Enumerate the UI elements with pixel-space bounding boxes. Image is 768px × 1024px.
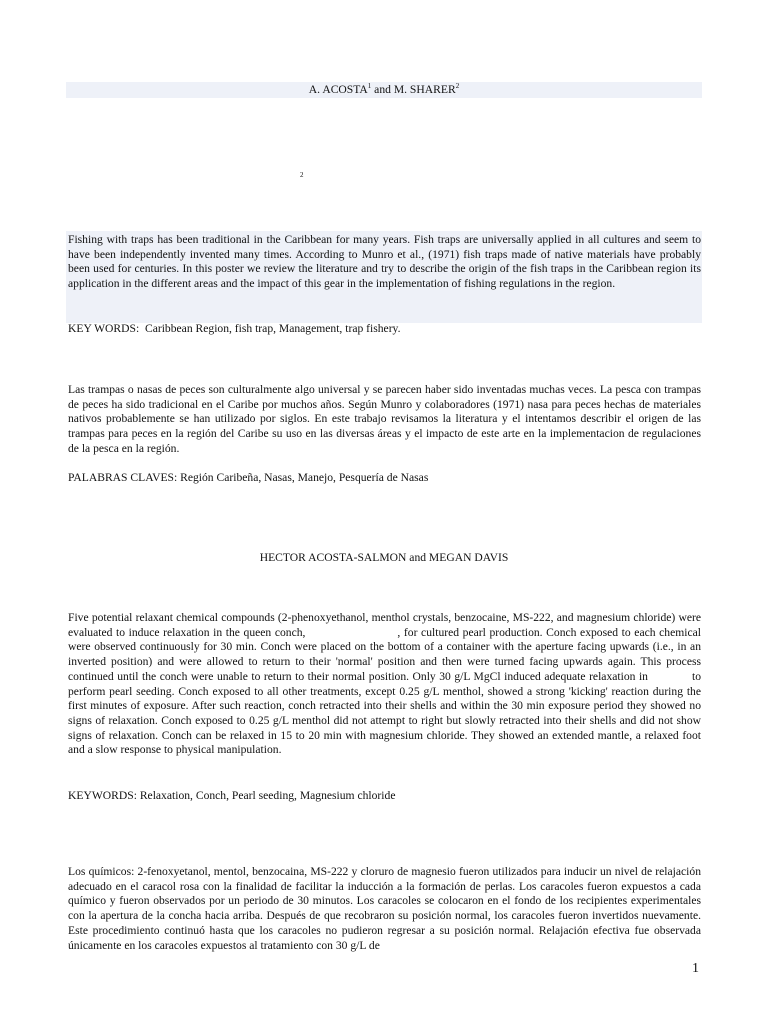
paper2-keywords-en: KEYWORDS: Relaxation, Conch, Pearl seeding, Magnesium chloride: [68, 789, 396, 802]
author-1: A. ACOSTA: [308, 83, 368, 96]
paper2-abstract-en: [68, 611, 701, 758]
paper2-abstract-part1: Five potential relaxant chemical compounds (2-phenoxyethanol, menthol crystals, benzocaine, MS-222, and magnesium chloride) were evaluated to induce relaxation in the queen conch,: [68, 611, 701, 639]
affiliation-marker: 2: [300, 171, 304, 179]
page-number: 1: [692, 961, 699, 976]
paper2-abstract-part2: , for cultured pearl production. Conch exposed to each chemical were observed continuously for 30 min. Conch were placed on the bottom of a container with the aperture facing upwards (i.e., in an inverted position) and were allowed to return to their 'normal' position and then were turned facing upwards again. This process continued until the conch were unable to return to their normal position. Only 30 g/L MgCl induced adequate relaxation in: [68, 625, 701, 683]
paper1-authors: [66, 83, 702, 97]
paper1-keywords-en: KEY WORDS: Caribbean Region, fish trap, Management, trap fishery.: [68, 322, 401, 335]
paper2-abstract-part3: to perform pearl seeding. Conch exposed to all other treatments, except 0.25 g/L menthol, showed a strong 'kicking' reaction during the first minutes of exposure. After such reaction, conch retracted into their shells and within the 30 min exposure period they showed no signs of relaxation. Conch exposed to 0.25 g/L menthol did not attempt to right but slowly retracted into their shells and did not show signs of relaxation. Conch can be relaxed in 15 to 20 min with magnesium chloride. They showed an extended mantle, a relaxed foot and a slow response to physical manipulation.: [68, 669, 701, 757]
paper2-abstract-es: Los químicos: 2-fenoxyetanol, mentol, benzocaina, MS-222 y cloruro de magnesio fueron utilizados para inducir un nivel de relajación adecuado en el caracol rosa con la finalidad de facilitar la inducción a la formación de perlas. Los caracoles fueron expuestos a cada químico y fueron observados por un periodo de 30 minutos. Los caracoles se colocaron en el fondo de los recipientes experimentales con la apertura de la concha hacia arriba. Después de que recobraron su posición normal, los caracoles fueron invertidos nuevamente. Este procedimiento continuó hasta que los caracoles no pudieron regresar a su posición normal. Relajación efectiva fue observada únicamente en los caracoles expuestos al tratamiento con 30 g/L de: [68, 865, 701, 952]
paper1-abstract-en: Fishing with traps has been traditional in the Caribbean for many years. Fish traps are universally applied in all cultures and seem to have been independently invented many times. According to Munro et al., (1971) fish traps made of native materials have probably been used for centuries. In this poster we review the literature and try to describe the origin of the fish traps in the Caribbean region its application in the different areas and the impact of this gear in the implementation of fishing regulations in the region.: [68, 233, 701, 291]
paper2-authors: HECTOR ACOSTA-SALMON and MEGAN DAVIS: [259, 551, 509, 564]
author-2: M. SHARER: [393, 83, 456, 96]
paper1-abstract-es: Las trampas o nasas de peces son culturalmente algo universal y se parecen haber sido inventadas muchas veces. La pesca con trampas de peces ha sido tradicional en el Caribe por muchos años. Según Munro y colaboradores (1971) nasa para peces hechas de materiales nativos probablemente se han utilizado por siglos. En este trabajo revisamos la literatura y el intentamos describir el origen de las trampas para peces en la región del Caribe su uso en las diversas áreas y el impacto de este arte en la implementacion de regulaciones de la pesca en la región.: [68, 383, 701, 455]
author-1-sup: 1: [367, 82, 372, 91]
authors-joiner: and: [371, 83, 394, 96]
author-2-sup: 2: [455, 82, 460, 91]
paper1-keywords-es: PALABRAS CLAVES: Región Caribeña, Nasas, Manejo, Pesquería de Nasas: [68, 471, 429, 484]
